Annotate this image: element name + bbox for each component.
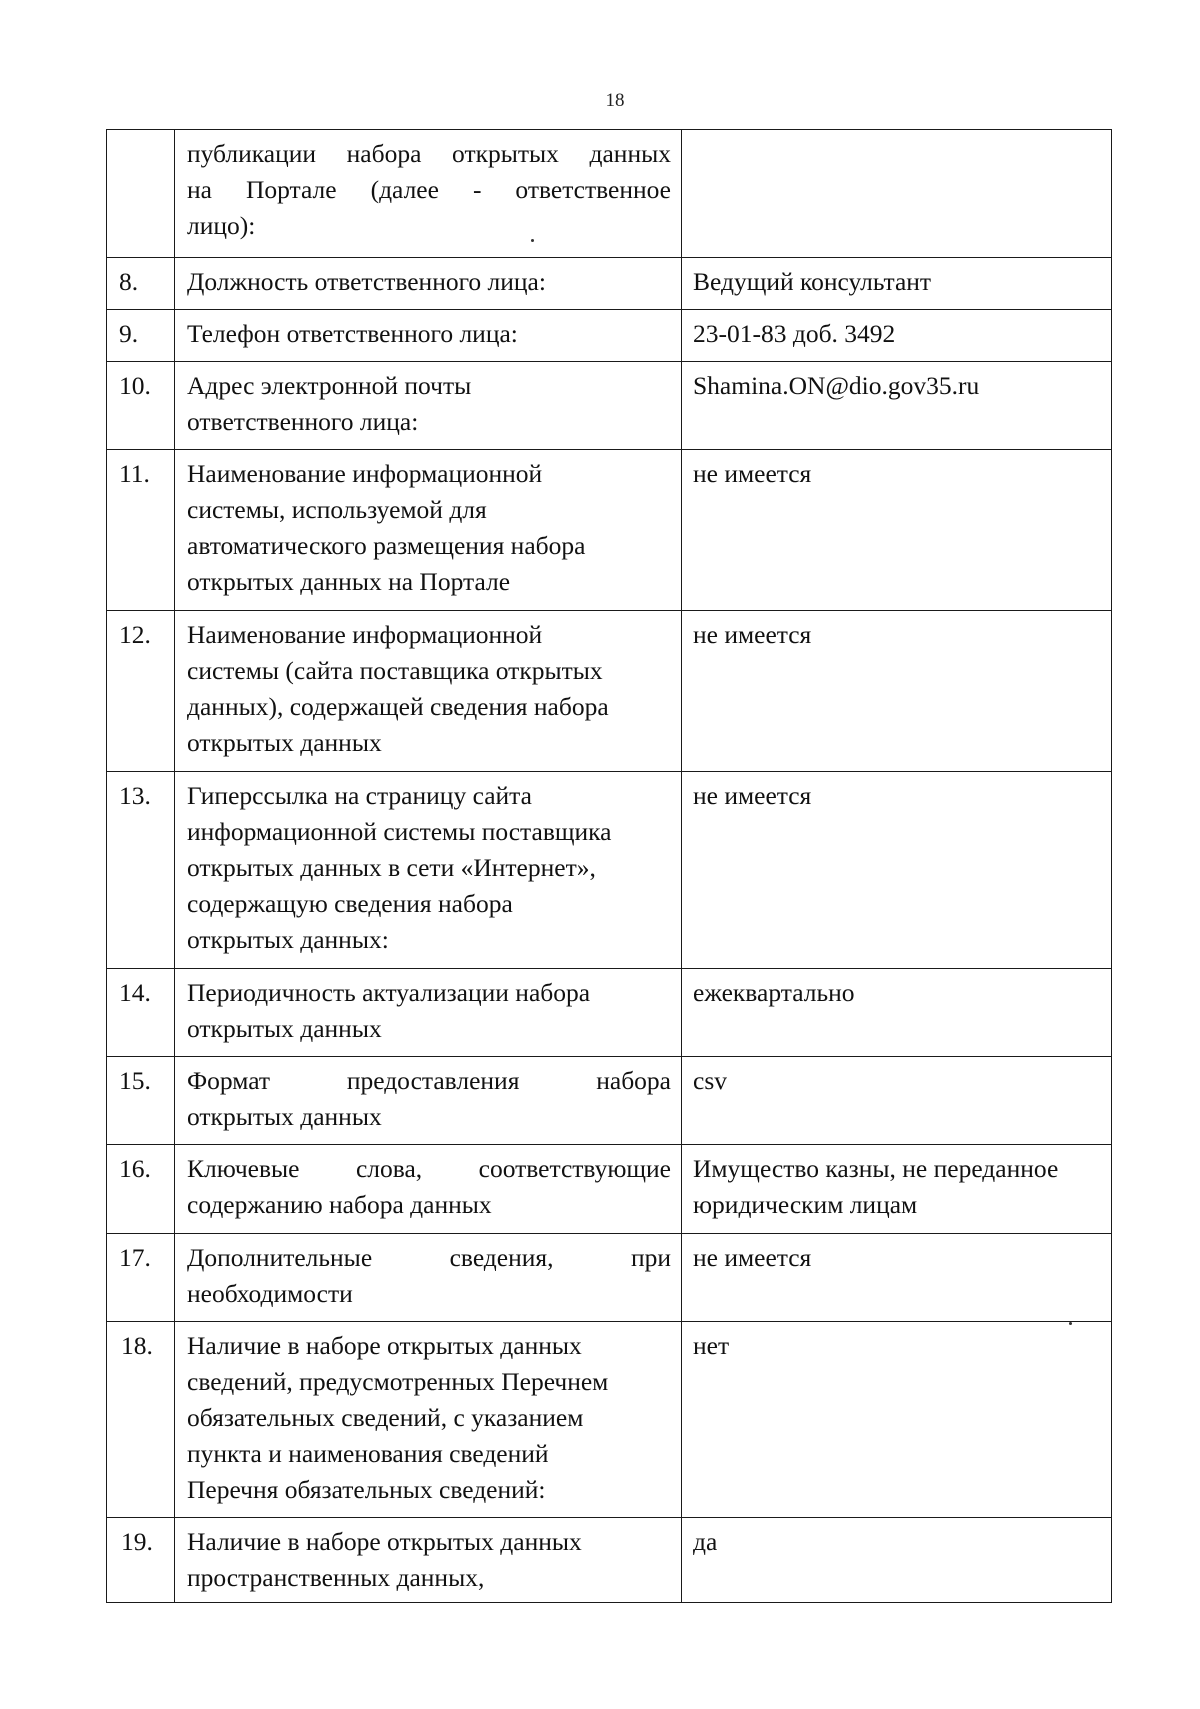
value-cell	[682, 611, 1112, 772]
row-number: 12.	[107, 611, 175, 772]
email-value: Shamina.ON@dio.gov35.ru	[693, 371, 980, 400]
scan-speck	[1069, 1322, 1072, 1325]
value-text: ежеквартально	[693, 978, 855, 1007]
attribute-text: Периодичность актуализации набора	[187, 978, 591, 1007]
attribute-text: данных), содержащей сведения набора	[187, 692, 609, 721]
table-row	[107, 1234, 1112, 1322]
attribute-text: обязательных сведений, с указанием	[187, 1403, 584, 1432]
value-text: csv	[693, 1066, 727, 1095]
attribute-text: пространственных данных,	[187, 1563, 485, 1592]
attribute-text: Адрес электронной почты	[187, 371, 472, 400]
attribute-text: сведений, предусмотренных Перечнем	[187, 1367, 609, 1396]
attribute-cell	[175, 1057, 682, 1145]
attribute-text: содержащую сведения набора	[187, 889, 513, 918]
table-row	[107, 310, 1112, 362]
row-number: 10.	[107, 362, 175, 450]
attribute-text: Телефон ответственного лица:	[187, 319, 518, 348]
value-cell	[682, 1518, 1112, 1603]
table-row	[107, 258, 1112, 310]
value-cell	[682, 362, 1112, 450]
table-row	[107, 130, 1112, 258]
row-number: 14.	[107, 969, 175, 1057]
value-text: не имеется	[693, 781, 812, 810]
value-text: нет	[693, 1331, 730, 1360]
attribute-text: открытых данных	[187, 1014, 382, 1043]
attribute-text: открытых данных на Портале	[187, 567, 511, 596]
value-cell	[682, 1234, 1112, 1322]
attribute-cell	[175, 362, 682, 450]
attribute-cell	[175, 772, 682, 969]
row-number	[107, 130, 175, 258]
row-number: 11.	[107, 450, 175, 611]
value-text: Ведущий консультант	[693, 267, 932, 296]
value-cell	[682, 1145, 1112, 1234]
value-cell	[682, 772, 1112, 969]
attribute-cell	[175, 1518, 682, 1603]
attribute-cell	[175, 1234, 682, 1322]
attribute-text: Гиперссылка на страницу сайта	[187, 781, 532, 810]
attribute-text: лицо):	[187, 211, 256, 240]
attribute-text: открытых данных:	[187, 925, 389, 954]
table-row	[107, 1057, 1112, 1145]
table-row	[107, 450, 1112, 611]
attribute-text: открытых данных	[187, 728, 382, 757]
value-text: да	[693, 1527, 718, 1556]
attribute-text: публикации набора открытых данных	[187, 139, 671, 168]
attribute-cell	[175, 969, 682, 1057]
attribute-text: Дополнительные сведения, при	[187, 1243, 671, 1272]
row-number: 8.	[107, 258, 175, 310]
row-number: 9.	[107, 310, 175, 362]
attribute-text: пункта и наименования сведений	[187, 1439, 549, 1468]
attribute-text: Наличие в наборе открытых данных	[187, 1527, 582, 1556]
attribute-text: информационной системы поставщика	[187, 817, 612, 846]
attribute-text: системы (сайта поставщика открытых	[187, 656, 603, 685]
attribute-text: открытых данных в сети «Интернет»,	[187, 853, 596, 882]
attribute-text: Ключевые слова, соответствующие	[187, 1154, 671, 1183]
attribute-text: Наименование информационной	[187, 459, 543, 488]
value-text: Имущество казны, не переданное	[693, 1154, 1059, 1183]
value-cell	[682, 969, 1112, 1057]
table-row	[107, 362, 1112, 450]
attribute-text: Наименование информационной	[187, 620, 543, 649]
value-cell	[682, 258, 1112, 310]
attribute-text: Формат предоставления набора	[187, 1066, 671, 1095]
attribute-text: необходимости	[187, 1279, 353, 1308]
table-row	[107, 772, 1112, 969]
table-row	[107, 1322, 1112, 1518]
table-row	[107, 1518, 1112, 1603]
open-data-passport-table	[106, 129, 1112, 1603]
attribute-text: Наличие в наборе открытых данных	[187, 1331, 582, 1360]
attribute-text: Должность ответственного лица:	[187, 267, 546, 296]
attribute-cell	[175, 450, 682, 611]
attribute-cell	[175, 1145, 682, 1234]
scan-speck	[531, 239, 534, 242]
table-row	[107, 611, 1112, 772]
value-text: не имеется	[693, 459, 812, 488]
row-number: 16.	[107, 1145, 175, 1234]
attribute-text: автоматического размещения набора	[187, 531, 586, 560]
attribute-cell	[175, 258, 682, 310]
attribute-cell	[175, 130, 682, 258]
value-text: не имеется	[693, 1243, 812, 1272]
attribute-cell	[175, 1322, 682, 1518]
value-cell	[682, 310, 1112, 362]
attribute-text: на Портале (далее - ответственное	[187, 175, 671, 204]
attribute-text: ответственного лица:	[187, 407, 419, 436]
attribute-text: содержанию набора данных	[187, 1190, 492, 1219]
value-text: не имеется	[693, 620, 812, 649]
value-text: юридическим лицам	[693, 1190, 918, 1219]
value-cell	[682, 1322, 1112, 1518]
value-cell	[682, 1057, 1112, 1145]
table-row	[107, 1145, 1112, 1234]
row-number: 18.	[107, 1322, 175, 1518]
table-row	[107, 969, 1112, 1057]
attribute-text: открытых данных	[187, 1102, 382, 1131]
value-text: 23-01-83 доб. 3492	[693, 319, 896, 348]
value-cell	[682, 450, 1112, 611]
row-number: 13.	[107, 772, 175, 969]
value-cell	[682, 130, 1112, 258]
row-number: 17.	[107, 1234, 175, 1322]
row-number: 15.	[107, 1057, 175, 1145]
row-number: 19.	[107, 1518, 175, 1603]
page-number: 18	[605, 90, 625, 111]
attribute-cell	[175, 310, 682, 362]
attribute-text: Перечня обязательных сведений:	[187, 1475, 546, 1504]
attribute-cell	[175, 611, 682, 772]
attribute-text: системы, используемой для	[187, 495, 487, 524]
